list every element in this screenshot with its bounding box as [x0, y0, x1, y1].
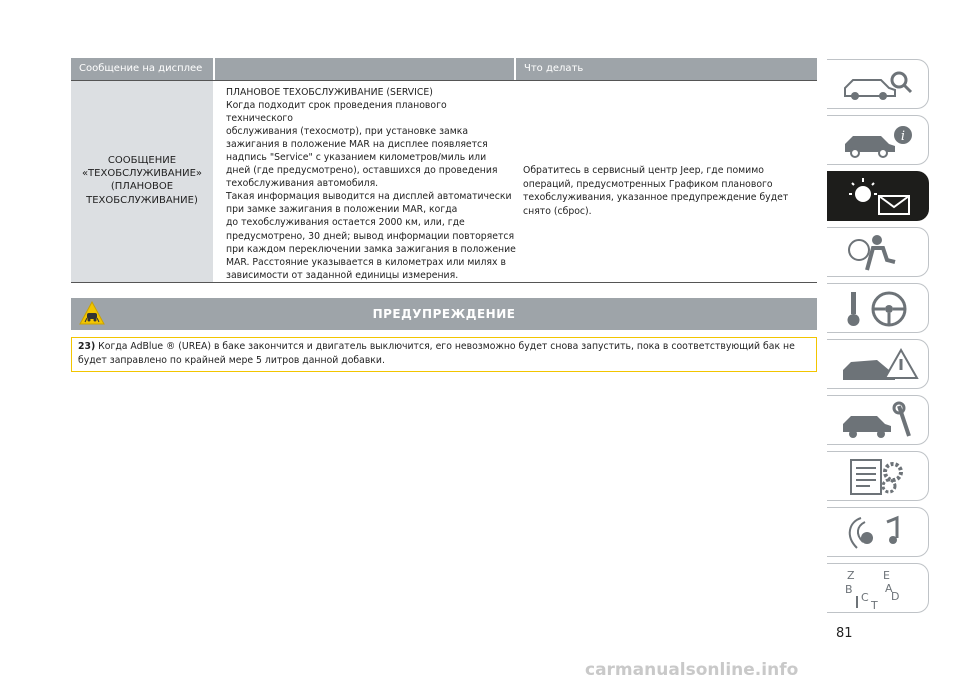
- warning-title: ПРЕДУПРЕЖДЕНИЕ: [372, 307, 516, 321]
- index-letter: C: [861, 591, 869, 604]
- tab-technical-data[interactable]: [827, 451, 929, 501]
- warning-light-message-icon: [837, 176, 921, 218]
- watermark: carmanualsonline.info: [585, 660, 799, 680]
- message-description: ПЛАНОВОЕ ТЕХОБСЛУЖИВАНИЕ (SERVICE) Когда подходит срок проведения планового технического обслуживания (техосмотр), при установке замка зажигания в положение MAR на дисплее появляется надпись "Service" с указанием километров/миль или дней (где предусмотрено), оставшихся до проведения техобслуживания автомобиля. Такая информация выводится на дисплей автоматически при замке зажигания в положении MAR, когда до техобслуживания остается 2000 км, или, где предусмотрено, 30 дней; вывод информации повторяется при каждом переключении замка зажигания в положение MAR. Расстояние указывается в километрах или милях в зависимости от заданной единицы измерения.: [226, 87, 516, 281]
- multimedia-icon: [837, 512, 921, 554]
- table-header-message: Сообщение на дисплее: [71, 58, 213, 80]
- action-text: Обратитесь в сервисный центр Jeep, где помимо операций, предусмотренных Графиком планового техобслуживания, указанное предупреждение будет снято (сброс).: [523, 165, 789, 217]
- airbag-safety-icon: [837, 232, 921, 274]
- steering-key-icon: [837, 288, 921, 330]
- technical-data-icon: [837, 456, 921, 498]
- index-letter: B: [845, 583, 853, 596]
- tab-maintenance[interactable]: [827, 395, 929, 445]
- tab-starting-driving[interactable]: [827, 283, 929, 333]
- page-number: 81: [836, 626, 853, 641]
- car-info-icon: [837, 120, 921, 162]
- tab-car-overview[interactable]: [827, 59, 929, 109]
- index-letter: Z: [847, 569, 855, 582]
- tab-multimedia[interactable]: [827, 507, 929, 557]
- warning-body: Когда AdBlue ® (UREA) в баке закончится и двигатель выключится, его невозможно будет снова запустить, пока в соответствующий бак не будет заправлено по крайней мере 5 литров данной добавки.: [78, 341, 795, 366]
- alphabetical-index-icon: [837, 568, 921, 610]
- car-emergency-icon: [837, 344, 921, 386]
- table-header-action: Что делать: [516, 58, 817, 80]
- index-letter: E: [883, 569, 890, 582]
- index-letter: T: [871, 599, 878, 610]
- svg-text:i: i: [900, 129, 906, 144]
- row-rule: [71, 282, 817, 283]
- index-letter: D: [891, 590, 900, 603]
- warning-number: 23): [78, 341, 96, 352]
- tab-index[interactable]: [827, 563, 929, 613]
- car-maintenance-icon: [837, 400, 921, 442]
- warning-text: [78, 340, 814, 367]
- display-message: СООБЩЕНИЕ «ТЕХОБСЛУЖИВАНИЕ» (ПЛАНОВОЕ ТЕХОБСЛУЖИВАНИЕ): [81, 155, 203, 206]
- index-letter: A: [885, 582, 893, 595]
- tab-emergency[interactable]: [827, 339, 929, 389]
- tab-safety[interactable]: [827, 227, 929, 277]
- car-search-icon: [837, 64, 921, 106]
- table-header-description: [215, 58, 514, 80]
- tab-car-info[interactable]: [827, 115, 929, 165]
- tab-warning-lights[interactable]: [827, 171, 929, 221]
